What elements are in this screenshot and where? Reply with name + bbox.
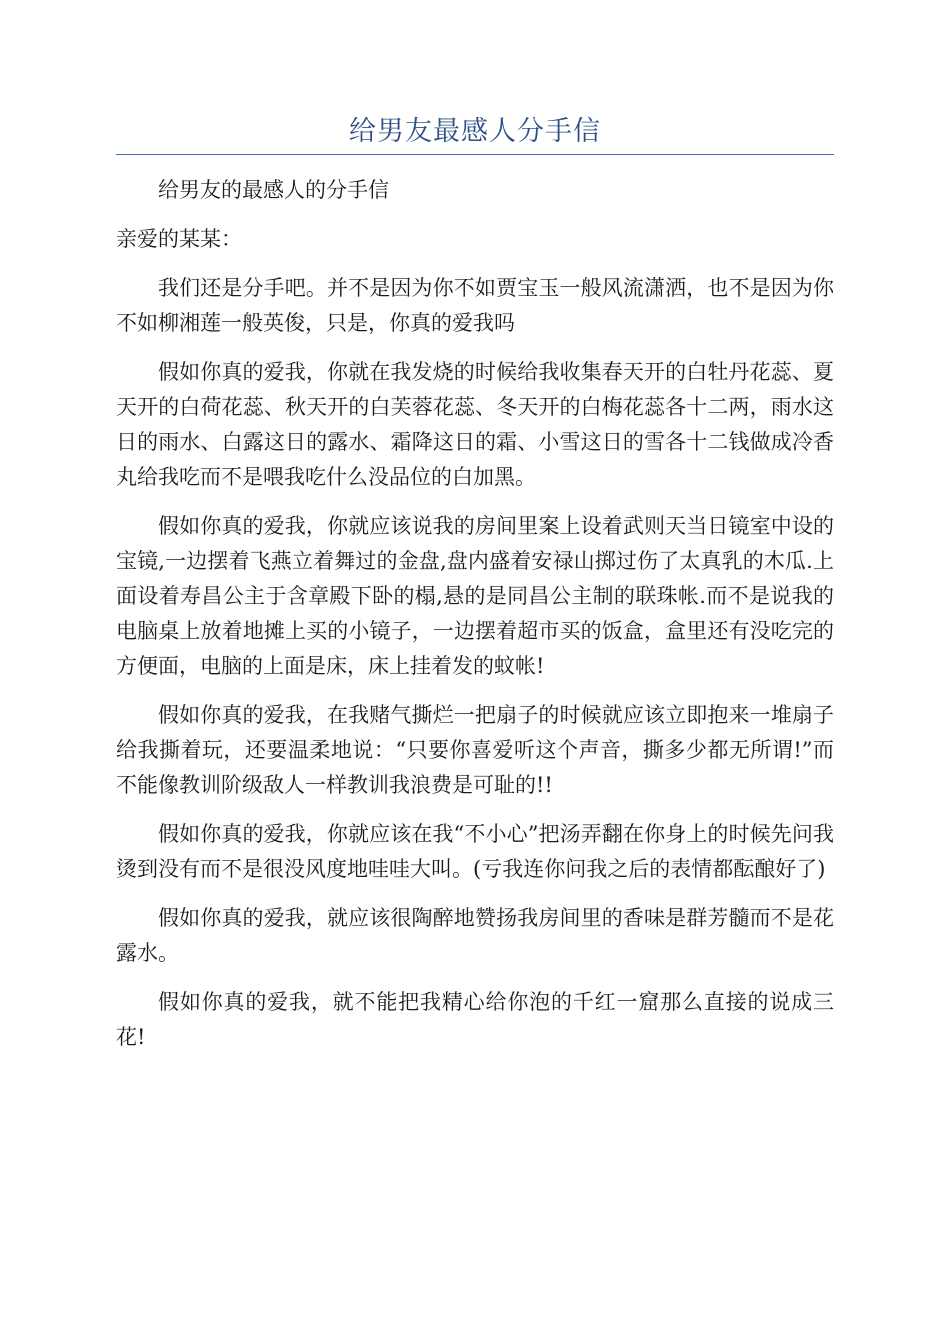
- paragraph-7: 假如你真的爱我，就不能把我精心给你泡的千红一窟那么直接的说成三花!: [116, 990, 834, 1049]
- salutation: 亲爱的某某：: [116, 227, 242, 251]
- document-body: [116, 173, 834, 1069]
- paragraph-5: 假如你真的爱我，你就应该在我“不小心”把汤弄翻在你身上的时候先问我烫到没有而不是很没风度地哇哇大叫。(亏我连你问我之后的表情都酝酿好了): [116, 822, 834, 881]
- paragraph-1: 我们还是分手吧。并不是因为你不如贾宝玉一般风流潇洒，也不是因为你不如柳湘莲一般英俊，只是，你真的爱我吗: [116, 276, 834, 335]
- paragraph-3: 假如你真的爱我，你就应该说我的房间里案上设着武则天当日镜室中设的宝镜,一边摆着飞燕立着舞过的金盘,盘内盛着安禄山掷过伤了太真乳的木瓜.上面设着寿昌公主于含章殿下卧的榻,悬的是同昌公主制的联珠帐.而不是说我的电脑桌上放着地摊上买的小镜子，一边摆着超市买的饭盒，盒里还有没吃完的方便面，电脑的上面是床，床上挂着发的蚊帐!: [116, 514, 834, 678]
- paragraph-4: 假如你真的爱我，在我赌气撕烂一把扇子的时候就应该立即抱来一堆扇子给我撕着玩，还要温柔地说：“只要你喜爱听这个声音，撕多少都无所谓!”而不能像教训阶级敌人一样教训我浪费是可耻的!!: [116, 703, 834, 797]
- paragraph-2: 假如你真的爱我，你就在我发烧的时候给我收集春天开的白牡丹花蕊、夏天开的白荷花蕊、秋天开的白芙蓉花蕊、冬天开的白梅花蕊各十二两，雨水这日的雨水、白露这日的露水、霜降这日的霜、小雪这日的雪各十二钱做成冷香丸给我吃而不是喂我吃什么没品位的白加黑。: [116, 360, 834, 489]
- subtitle: 给男友的最感人的分手信: [158, 178, 389, 202]
- title-divider: [116, 154, 834, 155]
- document-title: 给男友最感人分手信: [349, 116, 601, 147]
- paragraph-6: 假如你真的爱我，就应该很陶醉地赞扬我房间里的香味是群芳髓而不是花露水。: [116, 906, 834, 965]
